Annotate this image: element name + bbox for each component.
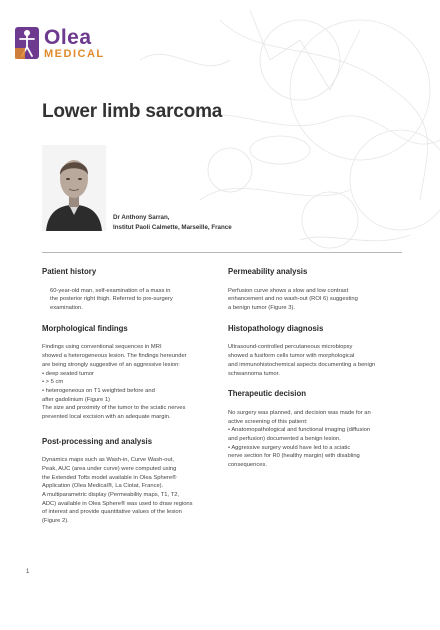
section-morphological-findings (42, 323, 214, 422)
logo-wordmark-olea: Olea (44, 25, 92, 49)
author-affiliation: Institut Paoli Calmette, Marseille, France (113, 223, 232, 231)
olea-medical-logo (14, 26, 105, 60)
section-heading: Post-processing and analysis (42, 436, 153, 446)
logo-wordmark-medical: MEDICAL (44, 47, 105, 60)
page-number: 1 (26, 569, 30, 575)
section-histopathology-diagnosis (228, 323, 400, 378)
section-body: Dynamics maps such as Wash-in, Curve Wash-out, Peak, AUC (area under curve) were computed using the Extended Tofts model available in Olea Sphere® Application (Olea Medical®, La Ciotat, France). A multiparametric display (Permeability maps, T1, T2, ADC) available in Olea Sphere® was used to draw regions of interest and provide quantitative values of the lesion (Figure 2). (42, 457, 193, 525)
author-name: Dr Anthony Sarran, (113, 214, 170, 221)
section-body: No surgery was planned, and decision was made for an active screening of this patient: • Anatomopathological and functional imaging (diffusion and perfusion) documented a benign lesion. • Aggressive surgery would have led to a sciatic nerve section for R0 (healthy margin) with disabling consequences. (228, 409, 371, 468)
section-body: 60-year-old man, self-examination of a mass in the posterior right thigh. Referred to pre-surgery examination. (50, 287, 173, 312)
section-therapeutic-decision (228, 388, 400, 470)
vitruvian-figure-icon (14, 26, 40, 60)
left-column (42, 266, 214, 536)
author-info (113, 213, 232, 232)
section-heading: Permeability analysis (228, 267, 308, 276)
section-heading: Therapeutic decision (228, 389, 306, 399)
header-divider (42, 252, 402, 253)
section-body: Findings using conventional sequences in MRI showed a heterogeneous lesion. The findings hereunder are being strongly suggestive of an aggressive lesion: • deep seated tumor • > 5 cm • heterogeneous on T1 weighted before and after gadolinium (Figure 1) The size and proximity of the tumor to the sciatic nerves prevented local excision with an adequate margin. (42, 344, 187, 420)
section-patient-history (42, 266, 214, 313)
section-post-processing (42, 436, 214, 526)
page-title: Lower limb sarcoma (42, 100, 223, 122)
section-body: Ultrasound-controlled percutaneous microbiopsy showed a fusiform cells tumor with morphological and immunohistochemical aspects documenting a benign schwannoma tumor. (228, 344, 376, 377)
right-column (228, 266, 400, 480)
section-heading: Histopathology diagnosis (228, 323, 324, 333)
section-permeability-analysis (228, 266, 400, 313)
author-photo (42, 145, 106, 231)
section-heading: Morphological findings (42, 323, 128, 333)
section-heading: Patient history (42, 267, 97, 276)
section-body: Perfusion curve shows a slow and low contrast enhancement and no wash-out (ROI 6) suggesting a benign tumor (Figure 3). (228, 287, 358, 312)
